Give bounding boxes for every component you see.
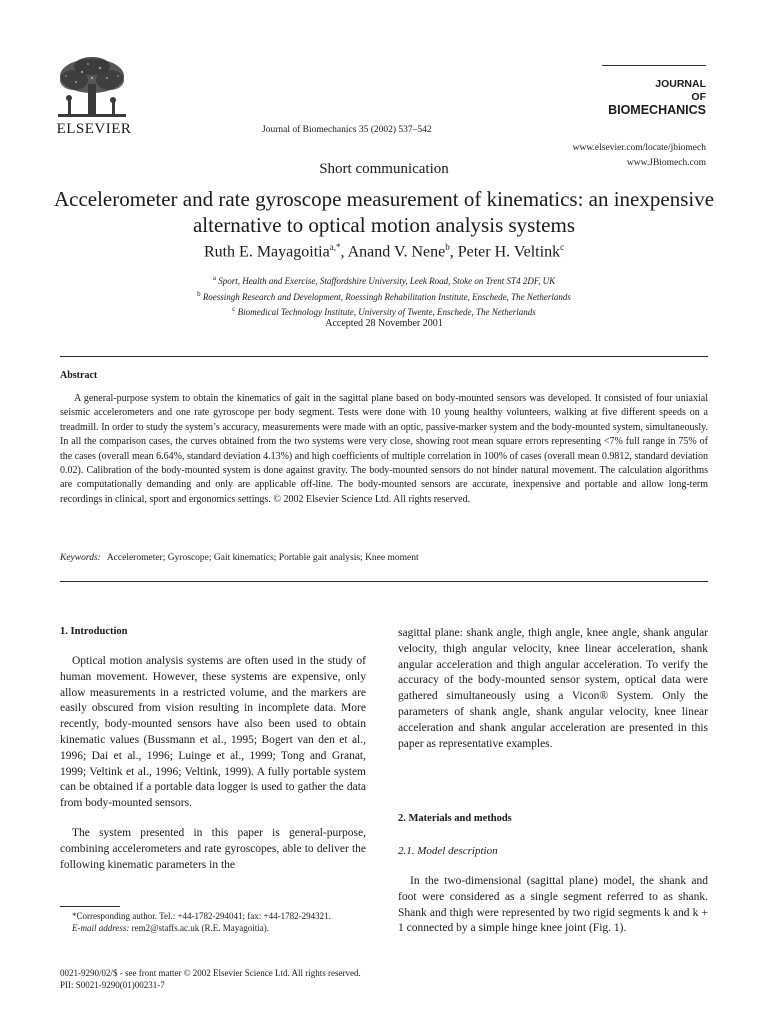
affil-text: Sport, Health and Exercise, Staffordshire University, Leek Road, Stoke on Trent ST4 2DF, UK bbox=[218, 276, 556, 286]
publisher-name: ELSEVIER bbox=[56, 121, 132, 137]
author-affil-mark: a,* bbox=[329, 242, 341, 252]
accepted-date: Accepted 28 November 2001 bbox=[325, 318, 443, 329]
email-label: E-mail address: bbox=[72, 923, 130, 933]
email-line bbox=[60, 922, 366, 934]
journal-citation: Journal of Biomechanics 35 (2002) 537–542 bbox=[262, 125, 432, 135]
page-footer bbox=[60, 967, 361, 991]
copyright-line: 0021-9290/02/$ - see front matter © 2002 Elsevier Science Ltd. All rights reserved. bbox=[60, 968, 361, 978]
header-rule bbox=[602, 65, 706, 66]
abstract-bottom-rule bbox=[60, 581, 708, 582]
journal-url-link[interactable]: www.JBiomech.com bbox=[626, 158, 706, 168]
section-paragraph: sagittal plane: shank angle, thigh angle, knee angle, shank angular velocity, thigh angular velocity, knee linear acceleration, shank angular acceleration and thigh angular acceleration. To verify the accuracy of the body-mounted sensor system, optical data were gathered simultaneously using a Vicon® System. Only the parameters of shank angle, shank angular velocity, knee linear acceleration and shank angular acceleration are presented in this paper as representative examples. bbox=[398, 627, 708, 750]
affiliation-line bbox=[0, 303, 768, 319]
author-name: Ruth E. Mayagoitia bbox=[203, 243, 330, 261]
abstract-top-rule bbox=[60, 356, 708, 357]
author-separator: , bbox=[449, 243, 458, 261]
intro-paragraph: Optical motion analysis systems are often used in the study of human movement. However, these systems are expensive, only allow measurements in a restricted volume, and the markers are easily obscured from vision resulting in incomplete data. More recently, body-mounted sensors have also been used to obtain kinematic values (Bussmann et al., 1995; Bogert van den et al., 1996; Dai et al., 1996; Luinge et al., 1999; Tong and Granat, 1999; Veltink et al., 1996; Veltink, 1999). A fully portable system can be obtained if a portable data logger is used to gather the data from body-mounted sensors. bbox=[60, 655, 366, 810]
journal-logo-line2: OF bbox=[691, 91, 706, 103]
section-heading-introduction: 1. Introduction bbox=[60, 626, 128, 637]
author-name: Anand V. Nene bbox=[347, 243, 446, 261]
subsection-heading-model-description: 2.1. Model description bbox=[398, 845, 498, 857]
tree-icon bbox=[52, 56, 132, 120]
article-title: Accelerometer and rate gyroscope measurement of kinematics: an inexpensive alternative to optical motion analysis systems bbox=[53, 187, 715, 237]
author-list bbox=[0, 242, 768, 261]
keywords-text: Accelerometer; Gyroscope; Gait kinematics; Portable gait analysis; Knee moment bbox=[106, 553, 419, 563]
affiliation-line bbox=[0, 288, 768, 304]
journal-logo-line1: JOURNAL bbox=[655, 78, 706, 90]
affil-text: Roessingh Research and Development, Roessingh Rehabilitation Institute, Enschede, The Netherlands bbox=[202, 291, 571, 302]
affiliations bbox=[0, 272, 768, 319]
journal-url-link[interactable]: www.elsevier.com/locate/jbiomech bbox=[572, 143, 706, 153]
author-affil-mark: b bbox=[445, 242, 450, 252]
journal-logo bbox=[602, 78, 706, 117]
abstract-heading: Abstract bbox=[60, 370, 98, 381]
article-type: Short communication bbox=[319, 161, 449, 177]
section-heading-materials-methods: 2. Materials and methods bbox=[398, 813, 512, 824]
keywords-label: Keywords: bbox=[60, 553, 101, 563]
footnote bbox=[60, 910, 366, 934]
affil-mark: b bbox=[197, 289, 201, 298]
affil-text: Biomedical Technology Institute, University of Twente, Enschede, The Netherlands bbox=[237, 307, 536, 317]
affil-mark: a bbox=[212, 274, 216, 282]
journal-logo-line3: BIOMECHANICS bbox=[608, 103, 706, 117]
abstract-text: A general-purpose system to obtain the kinematics of gait in the sagittal plane based on body-mounted sensors was developed. It consisted of four uniaxial seismic accelerometers and one rate gyroscope per body segment. Tests were done with 10 young healthy volunteers, walking at five different speeds on a treadmill. In order to study the system’s accuracy, measurements were made with an optic, passive-marker system and the body-mounted system, simultaneously. In all the comparison cases, the curves obtained from the two systems were very close, showing root mean square errors representing <7% full range in 75% of the cases (overall mean 6.64%, standard deviation 4.13%) and high coefficients of multiple correlation in 100% of cases (overall mean 0.9812, standard deviation 0.02). Calibration of the body-mounted system is done against gravity. The body-mounted sensors do not hinder natural movement. The calculation algorithms are computationally demanding and only are applicable off-line. The body-mounted sensors are accurate, inexpensive and portable and allow long-term recordings in clinical, sport and ergonomics settings. © 2002 Elsevier Science Ltd. All rights reserved. bbox=[60, 393, 708, 505]
intro-paragraph: The system presented in this paper is general-purpose, combining accelerometers and rate gyroscopes, able to deliver the following kinematic parameters in the bbox=[60, 827, 366, 871]
footnote-rule bbox=[60, 906, 120, 907]
pii-line: PII: S0021-9290(01)00231-7 bbox=[60, 980, 165, 990]
model-paragraph: In the two-dimensional (sagittal plane) model, the shank and foot were considered as a single segment referred to as shank. Shank and thigh were represented by two rigid segments k and k + 1 connected by a simple hinge knee joint (Fig. 1). bbox=[398, 875, 708, 935]
email-address[interactable]: rem2@staffs.ac.uk (R.E. Mayagoitia). bbox=[131, 923, 270, 933]
keywords bbox=[60, 553, 419, 563]
affiliation-line bbox=[0, 272, 768, 288]
corresponding-author-note: *Corresponding author. Tel.: +44-1782-294041; fax: +44-1782-294321. bbox=[72, 911, 331, 921]
author-separator: , bbox=[340, 243, 348, 261]
affil-mark: c bbox=[232, 305, 236, 313]
author-name: Peter H. Veltink bbox=[457, 243, 561, 261]
author-affil-mark: c bbox=[560, 242, 565, 252]
